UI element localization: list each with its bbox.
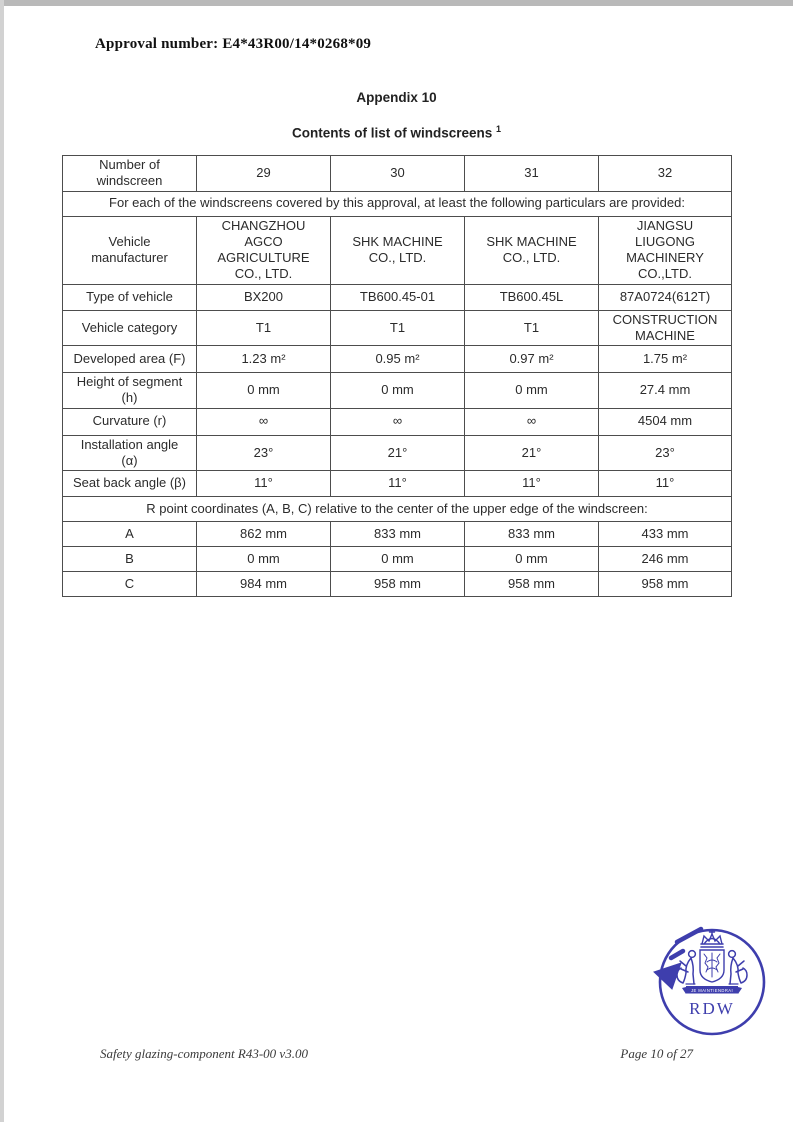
cell: 1.75 m² (599, 346, 732, 373)
stamp-rdw-text: RDW (689, 999, 735, 1018)
cell: T1 (465, 310, 599, 346)
approval-number-label: Approval number: (95, 36, 219, 52)
cell: T1 (197, 310, 331, 346)
crown-icon (701, 930, 723, 947)
table-note-row (63, 191, 732, 216)
row-label: Height of segment (h) (63, 373, 197, 409)
cell: CONSTRUCTION MACHINE (599, 310, 732, 346)
cell: ∞ (331, 408, 465, 435)
cell: 0 mm (465, 373, 599, 409)
cell: 30 (331, 156, 465, 192)
row-label: A (63, 522, 197, 547)
cell: SHK MACHINE CO., LTD. (465, 216, 599, 284)
cell: ∞ (465, 408, 599, 435)
cell: 87A0724(612T) (599, 284, 732, 310)
cell: 32 (599, 156, 732, 192)
cell: 11° (599, 471, 732, 497)
cell: 833 mm (331, 522, 465, 547)
cell: 11° (465, 471, 599, 497)
cell: 984 mm (197, 572, 331, 597)
table-row (63, 216, 732, 284)
row-label: Curvature (r) (63, 408, 197, 435)
cell: 433 mm (599, 522, 732, 547)
table-row (63, 435, 732, 471)
r-point-note: R point coordinates (A, B, C) relative to the center of the upper edge of the windscreen: (63, 497, 732, 522)
approval-number-value: E4*43R00/14*0268*09 (222, 36, 372, 52)
cell: CHANGZHOU AGCO AGRICULTURE CO., LTD. (197, 216, 331, 284)
cell: 0 mm (197, 547, 331, 572)
stamp-motto: JE MAINTIENDRAI (690, 987, 734, 993)
approval-number-line (95, 36, 371, 53)
cell: 958 mm (599, 572, 732, 597)
row-label: Installation angle (α) (63, 435, 197, 471)
cell: 23° (599, 435, 732, 471)
cell: ∞ (197, 408, 331, 435)
row-label: Seat back angle (β) (63, 471, 197, 497)
cell: 0.95 m² (331, 346, 465, 373)
row-label: Vehicle category (63, 310, 197, 346)
note-text: For each of the windscreens covered by this approval, at least the following particulars are provided: (63, 191, 732, 216)
cell: BX200 (197, 284, 331, 310)
row-label: Number of windscreen (63, 156, 197, 192)
table-row (63, 572, 732, 597)
scan-edge-left (0, 0, 4, 1122)
page-number: Page 10 of 27 (620, 1046, 693, 1061)
cell: 833 mm (465, 522, 599, 547)
cell: 11° (331, 471, 465, 497)
row-label: Type of vehicle (63, 284, 197, 310)
cell: 4504 mm (599, 408, 732, 435)
row-label: C (63, 572, 197, 597)
cell: 31 (465, 156, 599, 192)
cell: 0 mm (331, 373, 465, 409)
table-row (63, 547, 732, 572)
cell: 23° (197, 435, 331, 471)
cell: 27.4 mm (599, 373, 732, 409)
row-label: Developed area (F) (63, 346, 197, 373)
appendix-title: Appendix 10 (356, 90, 437, 105)
row-label: Vehicle manufacturer (63, 216, 197, 284)
cell: JIANGSU LIUGONG MACHINERY CO.,LTD. (599, 216, 732, 284)
cell: 0 mm (197, 373, 331, 409)
cell: TB600.45-01 (331, 284, 465, 310)
table-row (63, 346, 732, 373)
cell: SHK MACHINE CO., LTD. (331, 216, 465, 284)
cell: 0.97 m² (465, 346, 599, 373)
cell: 958 mm (465, 572, 599, 597)
cell: 11° (197, 471, 331, 497)
cell: 0 mm (331, 547, 465, 572)
page-footer (100, 1046, 693, 1062)
table-row (63, 522, 732, 547)
rdw-stamp (646, 922, 776, 1044)
cell: 0 mm (465, 547, 599, 572)
scan-edge-top (0, 0, 793, 6)
lion-right-icon (729, 951, 747, 984)
table-row (63, 156, 732, 192)
cell: 21° (331, 435, 465, 471)
table-note-row (63, 497, 732, 522)
cell: 246 mm (599, 547, 732, 572)
cell: 29 (197, 156, 331, 192)
cell: 1.23 m² (197, 346, 331, 373)
cell: 862 mm (197, 522, 331, 547)
cell: 958 mm (331, 572, 465, 597)
row-label: B (63, 547, 197, 572)
title-block (0, 90, 793, 141)
table-row (63, 310, 732, 346)
table-row (63, 471, 732, 497)
page-title: Contents of list of windscreens $^1$ (291, 124, 502, 141)
table-row (63, 284, 732, 310)
shield-icon (700, 950, 724, 982)
table-row (63, 408, 732, 435)
footnote-marker: 1 (496, 124, 502, 134)
rdw-stamp-graphic (646, 922, 776, 1044)
table-row (63, 373, 732, 409)
document-version: Safety glazing-component R43-00 v3.00 (100, 1046, 308, 1061)
cell: T1 (331, 310, 465, 346)
cell: 21° (465, 435, 599, 471)
cell: TB600.45L (465, 284, 599, 310)
windscreen-table (62, 155, 732, 597)
